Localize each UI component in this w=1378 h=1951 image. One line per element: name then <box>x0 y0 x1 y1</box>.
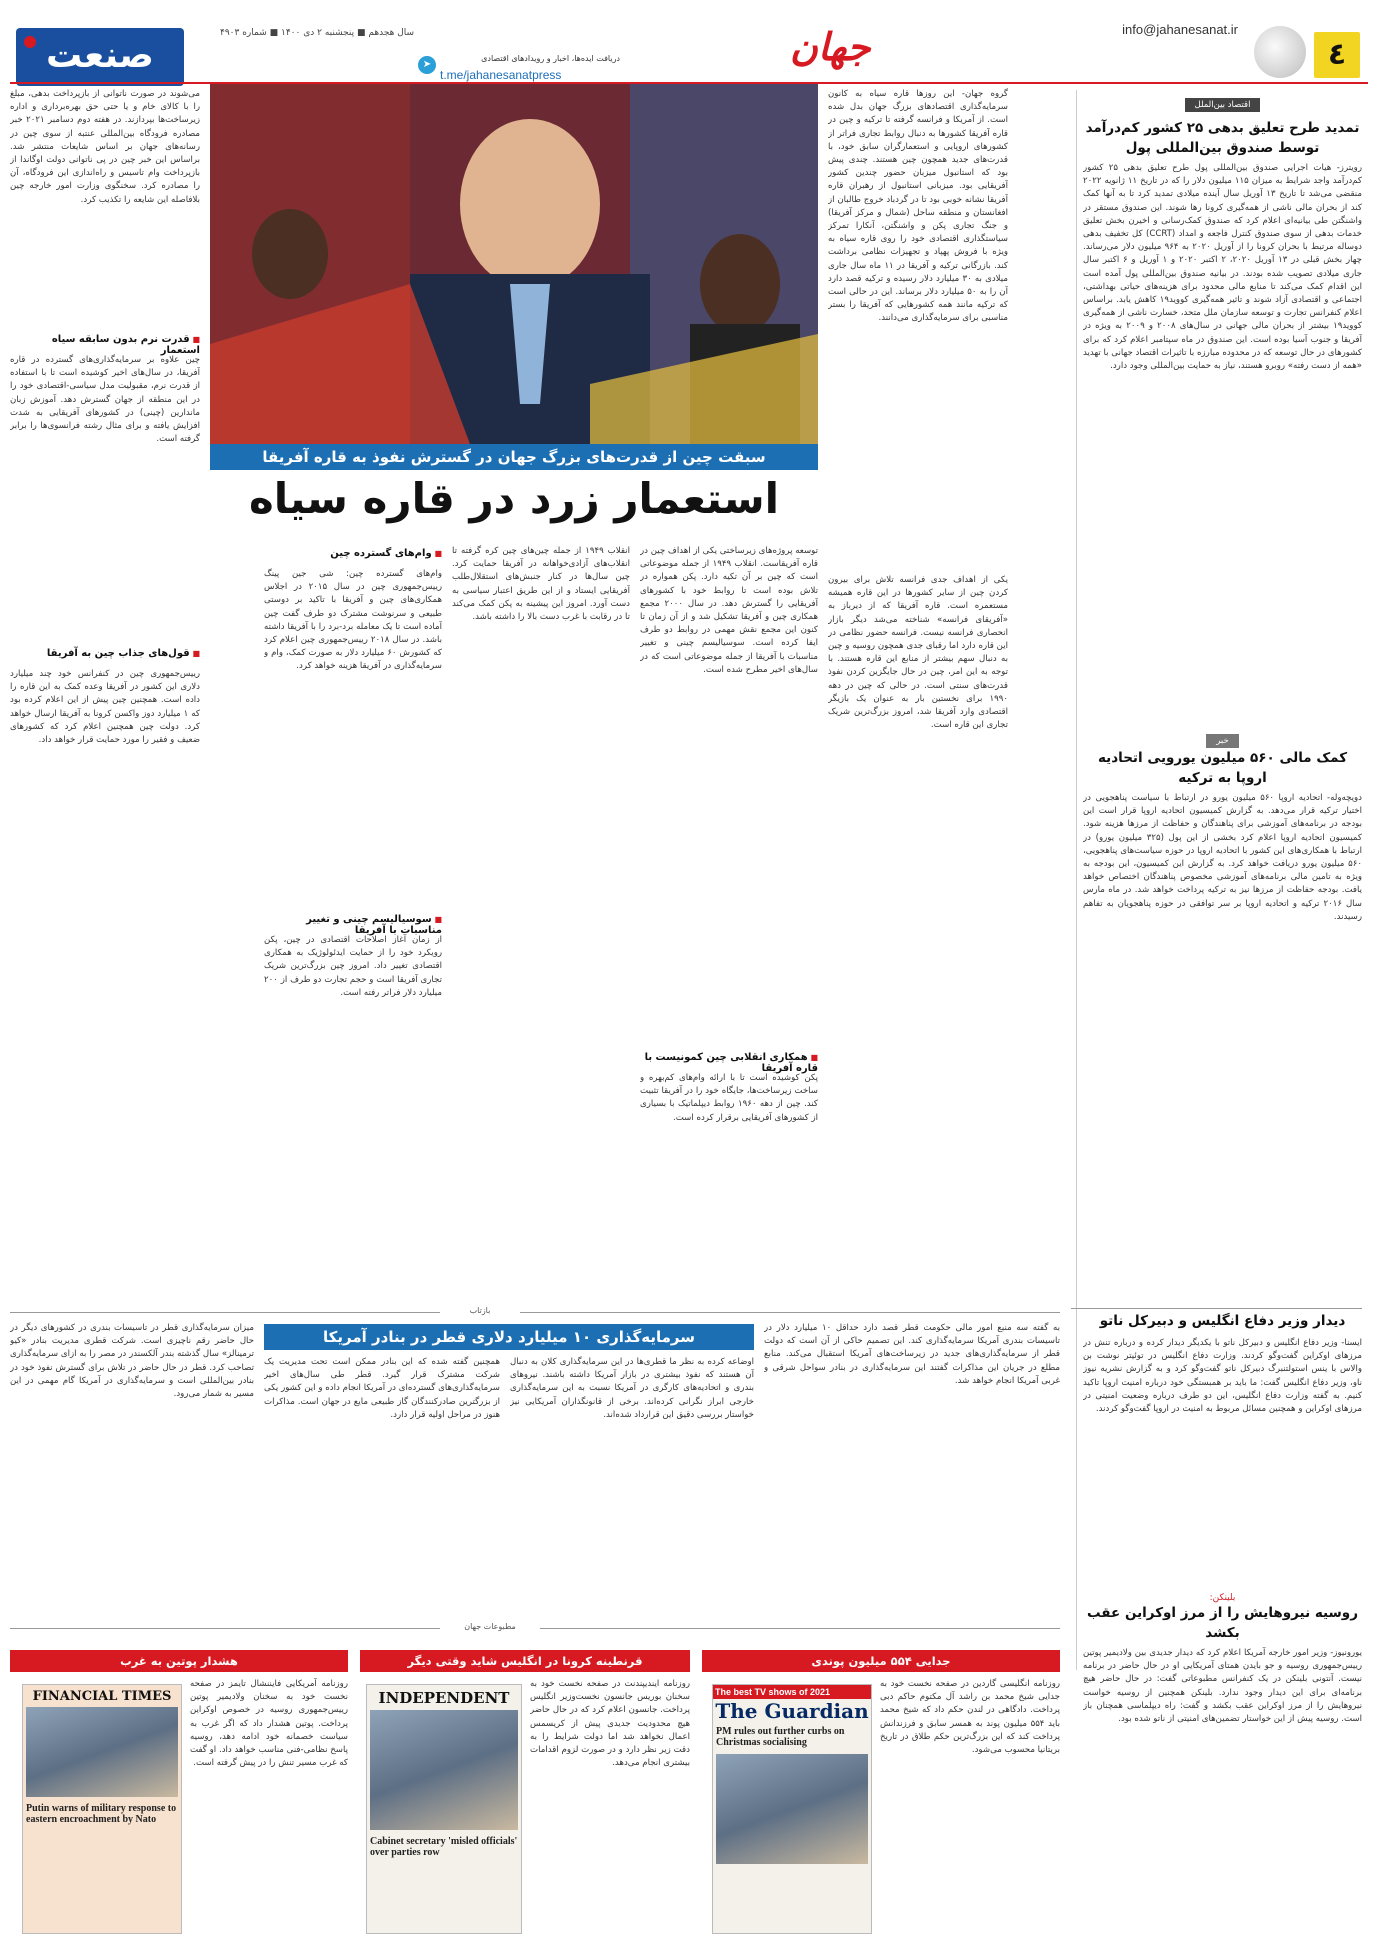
story-title: کمک مالی ۵۶۰ میلیون یورویی اتحادیه اروپا به ترکیه <box>1097 750 1348 786</box>
feature-subheading: ■ قدرت نرم بدون سابقه سیاه استعمار <box>10 334 200 356</box>
issue-info: سال هجدهم ■ پنجشنبه ۲ دی ۱۴۰۰ ■ شماره ۴۹۰۳ <box>220 28 415 38</box>
middle-title: سرمایه‌گذاری ۱۰ میلیارد دلاری قطر در بنادر آمریکا <box>264 1324 754 1350</box>
feature-column: گروه جهان- این روزها قاره سیاه به کانون سرمایه‌گذاری اقتصادهای بزرگ جهان بدل شده است. از آمریکا و فرانسه گرفته تا ترکیه و چین در قاره آفریقا کشورها به دنبال روابط تجاری فراتر از کشورهای اروپایی و استعمارگران سابق خود، با قدرت‌های جدید همچون چین هستند. چندی پیش بود که استانبول میزبان حضور چندین کشور آفریقایی بود. میزبانی استانبول از رهبران قاره آفریقا نشانه خوبی بود تا در گردباد خروج طالبان از افغانستان و منطقه ساحل (شمال و مرکز آفریقا) و جنگ تجاری پکن و واشنگتن، آنکارا تمرکز سیاستگذاری اقتصادی خود را روی قاره سیاه به ویژه با فروش پهپاد و تجهیزات نظامی برداشت کند. بازرگانی ترکیه و آفریقا در ۱۱ ماه سال جاری میلادی به ۳۰ میلیارد دلار رسیده و ترکیه قصد دارد آن را به ۵۰ میلیارد دلار برساند. این در حالی است که ترکیه مانند همه کشورهایی که آفریقا را بستر مناسبی برای سرمایه‌گذاری می‌دانند. <box>828 89 1008 324</box>
feature-column: چین علاوه بر سرمایه‌گذاری‌های گسترده در قاره آفریقا، در سال‌های اخیر کوشیده است تا با استفاده از قدرت نرم، مقبولیت مدل سیاسی-اقتصادی خود را در این منطقه از جهان گسترش دهد. آموزش زبان ماندارین (چینی) در کشورهای آفریقایی به شدت افزایش یافته و برای مثال رشته فرانسوی‌ها را برابر گرفته است. <box>10 355 200 445</box>
newspaper-photo <box>716 1754 868 1864</box>
press-box-text: روزنامه ایندیپندنت در صفحه نخست خود به سخنان بوریس جانسون نخست‌وزیر انگلیس پرداخت. جانسون اعلام کرد که در حال حاضر هیچ محدودیت جدیدی پیش از کریسمس اعمال نخواهد شد اما دولت شرایط را به دقت زیر نظر دارد و در صورت لزوم اقدامات بیشتری انجام می‌دهد. <box>530 1679 690 1769</box>
press-box-title: قرنطینه کرونا در انگلیس شاید وقتی دیگر <box>360 1650 690 1672</box>
press-box-text: روزنامه انگلیسی گاردین در صفحه نخست خود به جدایی شیخ محمد بن راشد آل مکتوم حاکم دبی پرداخت. دادگاهی در لندن حکم داد که شیخ محمد باید ۵۵۴ میلیون پوند به همسر سابق و فرزندانش پرداخت کند که این بزرگ‌ترین حکم طلاق در تاریخ بریتانیا محسوب می‌شود. <box>880 1679 1060 1756</box>
newspaper-top: The best TV shows of 2021 <box>713 1685 871 1699</box>
right-column <box>1076 90 1368 1725</box>
section-title: جهان <box>790 24 871 69</box>
feature-column: پکن کوشیده است تا با ارائه وام‌های کم‌بهره و ساخت زیرساخت‌ها، جایگاه خود را در آفریقا تثبیت کند. چین از دهه ۱۹۶۰ روابط دیپلماتیک با بسیاری از کشورهای آفریقایی برقرار کرده است. <box>640 1073 818 1123</box>
newspaper-photo <box>370 1710 518 1830</box>
newspaper-masthead: FINANCIAL TIMES <box>32 1689 172 1704</box>
feature-column: می‌شوند در صورت ناتوانی از بازپرداخت بدهی، مبلغ را با کالای خام و یا حتی حق بهره‌برداری و اداره زیرساخت‌ها بپردازند. در هفته دوم دسامبر ۲۰۲۱ خبر مصادره فرودگاه بین‌المللی عنتبه از سوی چین در رسانه‌های جهان بر اساس شایعات منتشر شد. براساس این خبر چین در پی ناتوانی دولت اوگاندا از بازپرداخت وام تاسیس و راه‌اندازی این فرودگاه، آن را مصادره کرد. سخنگوی وزارت امور خارجه چین بلافاصله این شایعه را تکذیب کرد. <box>10 89 200 205</box>
section-divider <box>10 1312 1060 1313</box>
page-number: ٤ <box>1314 32 1360 78</box>
feature-photo <box>210 84 818 444</box>
xi-jinping-photo-illustration <box>210 84 818 444</box>
telegram-link[interactable]: t.me/jahanesanatpress <box>440 68 562 82</box>
telegram-text: دریافت ایده‌ها، اخبار و رویدادهای اقتصادی <box>481 54 620 63</box>
kicker-label: بلینکن: <box>1209 1593 1236 1603</box>
feature-column: یکی از اهداف جدی فرانسه تلاش برای بیرون کردن چین از سایر کشورها در این قاره همیشه مستعمره است. قاره آفریقا که از دیرباز به «آفریقای فرانسه» شناخته می‌شد دیگر بازار انحصاری فرانسه نیست. فرانسه حضور نظامی در این قاره دارد اما رقبای جدی همچون روسیه و چین به دنبال سهم بیشتر از منابع این قاره هستند. با توجه به این امر، چین در حال جایگزین کردن نفوذ قدرت‌های سنتی است. در حالی که چین در دهه ۱۹۹۰ برای نخستین بار به عنوان یک بازیگر اقتصادی وارد آفریقا شد، امروز بزرگ‌ترین شریک تجاری این قاره است. <box>828 575 1008 731</box>
kicker-label: خبر <box>1206 734 1239 748</box>
section-label: مطبوعات جهان <box>440 1622 540 1631</box>
feature-subheading: ■ سوسیالیسم چینی و تغییر مناسبات با آفریقا <box>264 914 442 936</box>
globe-icon <box>1254 26 1306 78</box>
feature-column: رییس‌جمهوری چین در کنفرانس خود چند میلیارد دلاری این کشور در آفریقا وعده کمک به این قاره را داده است. همچنین چین پیش از این اعلام کرده بود که ۱ میلیارد دوز واکسن کرونا به آفریقا ارسال خواهد کرد. دولت چین همچنین اعلام کرد که کشورهای ضعیف و فقیر را مورد حمایت قرار خواهد داد. <box>10 669 200 746</box>
press-box-title: هشدار پوتین به غرب <box>10 1650 348 1672</box>
guardian-front-page[interactable] <box>712 1684 872 1934</box>
story-title: تمدید طرح تعلیق بدهی ۲۵ کشور کم‌درآمد توسط صندوق بین‌المللی پول <box>1085 120 1360 156</box>
feature-subheading: ■ وام‌های گسترده چین <box>264 548 442 559</box>
newspaper-logo: صنعت <box>16 28 184 86</box>
feature-title: استعمار زرد در قاره سیاه <box>248 474 780 523</box>
kicker-label: اقتصاد بین‌الملل <box>1185 98 1261 112</box>
newspaper-headline: Putin warns of military response to eastern encroachment by Nato <box>26 1803 177 1825</box>
newspaper-masthead: The Guardian <box>715 1699 869 1723</box>
story-title: دیدار وزیر دفاع انگلیس و دبیرکل ناتو <box>1099 1313 1346 1329</box>
newspaper-headline: PM rules out further curbs on Christmas socialising <box>716 1726 845 1748</box>
story-title: روسیه نیروهایش را از مرز اوکراین عقب بکشد <box>1087 1605 1358 1641</box>
press-box-text: روزنامه آمریکایی فایننشال تایمز در صفحه نخست خود به سخنان ولادیمیر پوتین رییس‌جمهوری روسیه در خصوص اوکراین پرداخت. پوتین هشدار داد که اگر غرب به سیاست خصمانه خود ادامه دهد، روسیه پاسخ نظامی-فنی مناسب خواهد داد. او گفت که غرب مسیر تنش را در پیش گرفته است. <box>190 1679 348 1769</box>
story-body: ایسنا- وزیر دفاع انگلیس و دبیرکل ناتو با یکدیگر دیدار کرده و درباره تنش در مرزهای اوکراین گفت‌وگو کردند. وزارت دفاع انگلیس در توئیتر نوشت بن والاس با ینس استولتنبرگ دبیرکل ناتو گفت‌وگو کرد و به گزارش نشریه نیوز ناو، وزیر دفاع انگلیس گفت: ما باید بر همبستگی خود درباره امنیت اروپا تاکید کنیم. به گفته وزارت دفاع انگلیس، این دو طرف درباره وضعیت امنیتی در مرزهای اوکراین و همچنین مسائل مربوط به امنیت در اروپا گفت‌وگو کردند. <box>1083 1338 1362 1415</box>
independent-front-page[interactable] <box>366 1684 522 1934</box>
story-body: یورونیوز- وزیر امور خارجه آمریکا اعلام کرد که دیدار جدیدی بین ولادیمیر پوتین رییس‌جمهوری روسیه و جو بایدن همتای آمریکایی او در حال حاضر در برنامه نیست. آنتونی بلینکن در یک کنفرانس مطبوعاتی گفت: در حال حاضر هیچ برنامه‌ای برای این دیدار وجود ندارد. بلینکن همچنین از روسیه خواست نیروهایش را از مرز اوکراین عقب بکشد و گفت: راه دیپلماسی همچنان باز است. روسیه پیش از این خواستار تضمین‌های امنیتی از ناتو شده بود. <box>1083 1648 1362 1725</box>
middle-column: به گفته سه منبع امور مالی حکومت قطر قصد دارد حداقل ۱۰ میلیارد دلار در تاسیسات بندری آمریکا سرمایه‌گذاری کند. این تصمیم حاکی از آن است که دولت قطر از سرمایه‌گذاری‌های جدید در زیرساخت‌های آمریکا استقبال می‌کند. منابع مطلع در جریان این مذاکرات گفتند این سرمایه‌گذاری در بنادر سواحل شرقی و غربی آمریکا انجام خواهد شد. <box>764 1323 1060 1386</box>
feature-column: از زمان آغاز اصلاحات اقتصادی در چین، پکن رویکرد خود را از حمایت ایدئولوژیک به همکاری اقتصادی تغییر داد. امروز چین بزرگ‌ترین شریک تجاری آفریقا است و حجم تجارت دو طرف از ۲۰۰ میلیارد دلار فراتر رفته است. <box>264 935 442 998</box>
feature-column: وام‌های گسترده چین: شی جین پینگ رییس‌جمهوری چین در سال ۲۰۱۵ در اجلاس همکاری‌های چین و آفریقا با تاکید بر دوستی طبیعی و سرنوشت مشترک دو طرف گفت چین آماده است تا یک معامله برد-برد را با آفریقا داشته باشد. در سال ۲۰۱۸ رییس‌جمهوری چین اعلام کرد که کشورش ۶۰ میلیارد دلار به صورت کمک، وام و سرمایه‌گذاری در آفریقا هزینه خواهد کرد. <box>264 569 442 672</box>
feature-column: انقلاب ۱۹۴۹ از جمله چین‌های چین کره گرفته تا انقلاب‌های آزادی‌خواهانه در آفریقا حمایت کرد. چین سال‌ها در کنار جنبش‌های استقلال‌طلب آفریقایی ایستاد و از این طریق اعتبار سیاسی به دست آورد. امروز این پیشینه به پکن کمک می‌کند تا در رقابت با غرب دست بالا را داشته باشد. <box>452 546 630 623</box>
newspaper-headline: Cabinet secretary 'misled officials' over parties row <box>370 1836 518 1858</box>
newspaper-masthead: INDEPENDENT <box>378 1689 510 1707</box>
feature-column: توسعه پروژه‌های زیرساختی یکی از اهداف چین در قاره آفریقاست. انقلاب ۱۹۴۹ از جمله موضوعاتی است که چین بر آن تکیه دارد. پکن همواره در تلاش بوده است تا روابط خود با کشورهای آفریقایی را گسترش دهد. در سال ۲۰۰۰ مجمع همکاری چین و آفریقا تشکیل شد و از آن زمان تا کنون این مجمع نقش مهمی در روابط دو طرف ایفا کرده است. سوسیالیسم چینی و تغییر مناسبات با آفریقا از جمله موضوعاتی است که در سال‌های اخیر مطرح شده است. <box>640 546 818 675</box>
story-body: دویچه‌وله- اتحادیه اروپا ۵۶۰ میلیون یورو در ارتباط با سیاست پناهجویی در اختیار ترکیه قرار می‌دهد. به گزارش کمیسیون اتحادیه اروپا قرار است این بودجه در برنامه‌های آموزشی برای پناهندگان و حفاظت از مرزها هزینه شود. کمیسیون اتحادیه اروپا اعلام کرد بخشی از این پول (۳۲۵ میلیون یورو) در ارتباط با همکاری‌های این کشور با اتحادیه اروپا در حوزه سیاست‌های پناهجویی، ۵۶۰ میلیون یورو دریافت خواهد کرد. به گزارش این کمیسیون، این بودجه به ویژه به تامین مالی برنامه‌های آموزشی مخصوص پناهندگان اختصاص خواهد یافت. بودجه حفاظت از مرزها نیز به ترکیه پرداخت خواهد شد. در ماه مارس سال ۲۰۱۶ ترکیه و اتحادیه اروپا بر سر توافقی در حوزه پناهجویان به تفاهم رسیدند. <box>1083 793 1362 922</box>
middle-column: میزان سرمایه‌گذاری قطر در تاسیسات بندری در کشورهای دیگر در حال حاضر رقم ناچیزی است. شرکت قطری مدیریت بنادر «کیو ترمینالز» سال گذشته بندر آلکسندر در مصر را به ازای سرمایه‌گذاری تصاحب کرد. قطر در حال حاضر در تلاش برای گسترش نفوذ خود در بنادر بین‌المللی است و سرمایه‌گذاری در آمریکا گام مهمی در این مسیر به شمار می‌رود. <box>10 1323 254 1400</box>
logo-dot-icon <box>24 36 36 48</box>
ft-front-page[interactable] <box>22 1684 182 1934</box>
email-address[interactable]: info@jahanesanat.ir <box>1122 22 1238 37</box>
story-body: رویترز- هیات اجرایی صندوق بین‌المللی پول طرح تعلیق بدهی ۲۵ کشور کم‌درآمد واجد شرایط به میزان ۱۱۵ میلیون دلار را که در تاریخ ۱۱ ژانویه ۲۰۲۲ منقضی می‌شد تا تاریخ ۱۳ آوریل سال آینده میلادی تمدید کرد تا به آنها کمک کند از بحران مالی ناشی از همه‌گیری کرونا رها شوند. این صندوق مستقر در واشنگتن طی بیانیه‌ای اعلام کرد که صندوق کمک‌رسانی و اخیرن بخش تعلیق خدمات بدهی از سوی صندوق کنترل فاجعه و امداد (CCRT) کل تخفیف بدهی دوساله مرتبط با بحران کرونا را از آوریل ۲۰۲۰ به ۹۶۴ میلیون دلار می‌رساند. چهار بخش قبلی در ۱۳ آوریل ۲۰۲۰، ۲ اکتبر ۲۰۲۰ و ۱ آوریل و ۶ اکتبر سال جاری میلادی تصویب شده بودند. در بیانیه صندوق بین‌المللی پول آمده است این اقدام کمک می‌کند تا منابع مالی محدود برای هزینه‌های حیاتی بهداشتی، اجتماعی و اقتصادی آزاد شوند و تاثیر همه‌گیری کووید۱۹ کاهش یابد. براساس اعلام کنفرانس تجارت و توسعه سازمان ملل متحد، خسارت ناشی از همه‌گیری کووید۱۹ بیشتر از بحران مالی جهانی در سال‌های ۲۰۰۸ و ۲۰۰۹ به ویژه در آفریقا و جنوب آسیا بوده است. این صندوق در ماه سپتامبر اعلام کرد که برای کشورهای در حال توسعه که در محدوده مبارزه با تاثیرات اقتصاد جهانی با تهدید «همه از دست رفته» روبرو هستند، نیاز به حمایت بین‌المللی وجود دارد. <box>1083 163 1362 372</box>
feature-subheading: ■ همکاری انقلابی چین کمونیست با قاره آفریقا <box>640 1052 818 1074</box>
newspaper-photo <box>26 1707 178 1797</box>
page-header <box>10 8 1368 86</box>
feature-subheading: ■ قول‌های جذاب چین به آفریقا <box>10 648 200 659</box>
middle-column: همچنین گفته شده که این بنادر ممکن است تحت مدیریت یک شرکت مشترک قرار گیرد. قطر طی سال‌های اخیر سرمایه‌گذاری‌های گسترده‌ای در آمریکا انجام داده و این کشور یکی از بزرگترین صادرکنندگان گاز طبیعی مایع در جهان است. مذاکرات هنوز در مراحل اولیه قرار دارد. <box>264 1357 500 1420</box>
middle-column: اوضاعه کرده به نظر ما قطری‌ها در این سرمایه‌گذاری کلان به دنبال آن هستند که نفوذ بیشتری در بازار آمریکا داشته باشند. نیروهای بندری و اتحادیه‌های کارگری در آمریکا نسبت به این سرمایه‌گذاری خارجی ابراز نگرانی کرده‌اند. برخی از قانونگذاران آمریکایی نیز خواستار بررسی دقیق این قرارداد شده‌اند. <box>510 1357 754 1420</box>
section-label: بازتاب <box>440 1306 520 1315</box>
press-box-title: جدایی ۵۵۴ میلیون پوندی <box>702 1650 1060 1672</box>
feature-banner: سبقت چین از قدرت‌های بزرگ جهان در گسترش نفوذ به قاره آفریقا <box>210 444 818 470</box>
telegram-icon: ➤ <box>418 56 436 74</box>
